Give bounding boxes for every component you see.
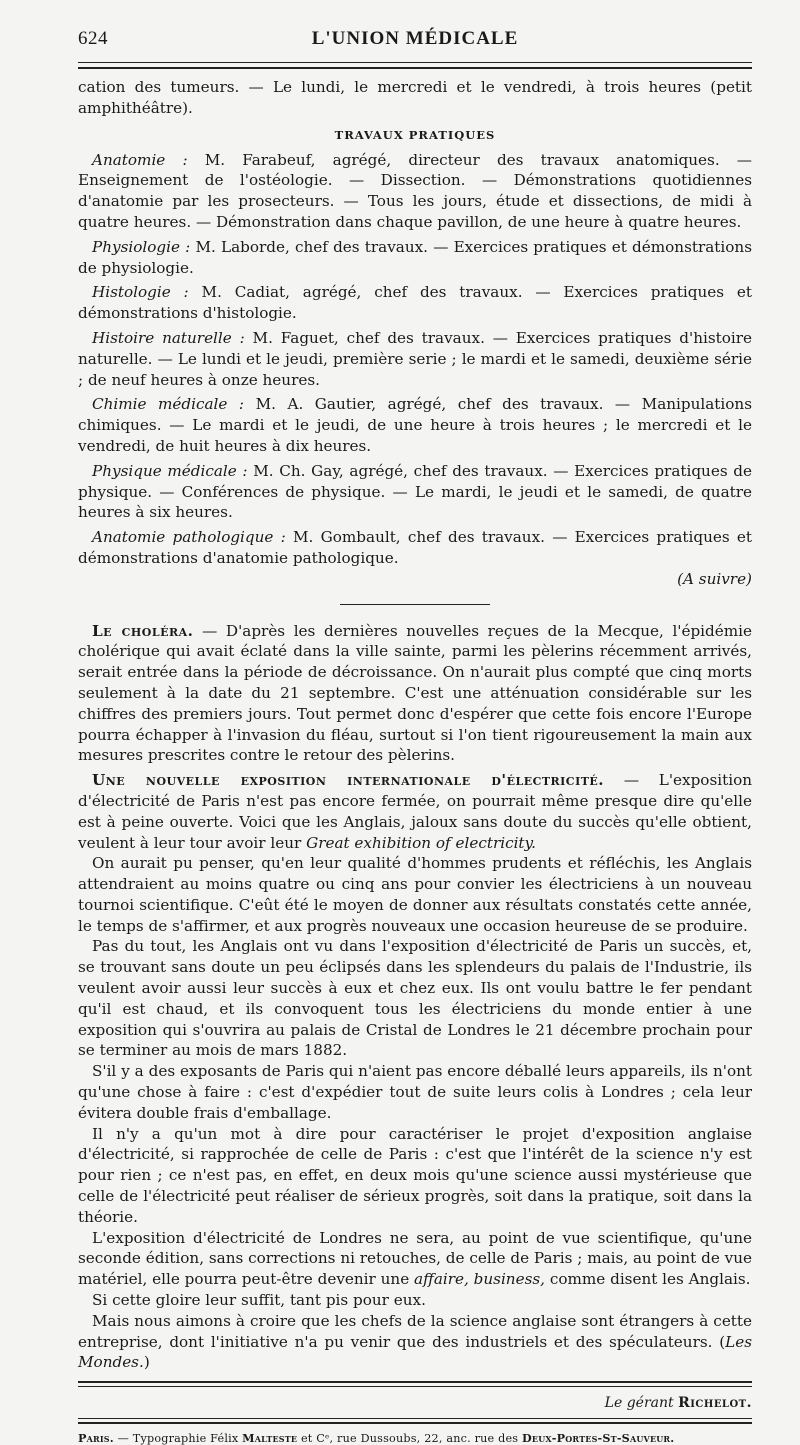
cholera-paragraph [78, 621, 752, 767]
signature-rule-bottom-thin [78, 1418, 752, 1419]
exposition-paragraph-5 [78, 1228, 752, 1290]
source-citation: Les Mondes. [78, 1332, 752, 1372]
travaux-item-text: M. Farabeuf, agrégé, directeur des travaux anatomiques. — Enseignement de l'ostéologie. — Dissection. — Démonstrations quotidiennes d'anatomie par les prosecteurs. — Tous les jours, étude et dissections, de midi à quatre heures. — Démonstration dans chaque pavillon, de une heure à quatre heures. [78, 150, 752, 231]
travaux-item-label: Physiologie : [92, 237, 191, 256]
imprint-city: Paris. [78, 1431, 114, 1445]
imprint-street: Deux-Portes-St-Sauveur. [522, 1431, 675, 1445]
travaux-item-text: M. Faguet, chef des travaux. — Exercices pratiques d'histoire naturelle. — Le lundi et le jeudi, première serie ; le mardi et le samedi, deuxième série ; de neuf heures à onze heures. [78, 328, 752, 389]
exposition-paragraph-1: On aurait pu penser, qu'en leur qualité d'hommes prudents et réfléchis, les Anglais attendraient au moins quatre ou cinq ans pour convier les électriciens à un nouveau tournoi scientifique. C'eût été le moyen de donner aux résultats constatés cette année, le temps de s'affirmer, et aux progrès nouveaux une occasion heureuse de se produire. [78, 854, 752, 935]
travaux-item-text: M. Ch. Gay, agrégé, chef des travaux. — Exercices pratiques de physique. — Conférences de physique. — Le mardi, le jeudi et le samedi, de quatre heures à six heures. [78, 461, 752, 522]
travaux-item-label: Physique médicale : [92, 461, 248, 480]
printer-imprint [78, 1431, 752, 1445]
exposition-title: Une nouvelle exposition internationale d'électricité. [92, 771, 605, 790]
imprint-text-a: — Typographie Félix [113, 1432, 243, 1445]
travaux-item [78, 237, 752, 279]
signature [78, 1395, 752, 1411]
travaux-item [78, 527, 752, 569]
imprint-printer: Malteste [242, 1431, 298, 1445]
imprint-text-b: et Cᵉ, rue Dussoubs, 22, anc. rue des [297, 1432, 523, 1445]
page-number: 624 [78, 28, 108, 49]
travaux-item [78, 282, 752, 324]
travaux-item-label: Chimie médicale : [92, 395, 245, 414]
p7-text-b: ) [143, 1353, 150, 1372]
journal-title: L'UNION MÉDICALE [311, 28, 519, 49]
exposition-paragraph-3: S'il y a des exposants de Paris qui n'aient pas encore déballé leurs appareils, ils n'ont qu'une chose à faire : c'est d'expédier tout de suite leurs colis à Londres ; cela leur évitera double frais d'emballage. [78, 1062, 752, 1122]
travaux-list [78, 150, 752, 590]
exposition-paragraph-6: Si cette gloire leur suffit, tant pis pour eux. [92, 1291, 426, 1310]
travaux-item [78, 150, 752, 233]
travaux-item-label: Histoire naturelle : [92, 328, 245, 347]
travaux-item [78, 328, 752, 390]
travaux-item-label: Histologie : [92, 283, 189, 302]
exposition-paragraph-4: Il n'y a qu'un mot à dire pour caractériser le projet d'exposition anglaise d'électricité, si rapprochée de celle de Paris : c'est que l'intérêt de la science n'y est pour rien ; ce n'est pas, en effet, en deux mois qu'une science aussi mystérieuse que celle de l'électricité peut réaliser de sérieux progrès, soit dans la pratique, soit dans la théorie. [78, 1124, 752, 1226]
signature-rule-top-thin [78, 1386, 752, 1387]
signature-rule-top [78, 1381, 752, 1383]
exposition-lead [78, 770, 752, 853]
travaux-item [78, 394, 752, 456]
p5-italic: affaire, business, [414, 1270, 545, 1289]
page-header [78, 28, 752, 54]
travaux-item-text: M. Cadiat, agrégé, chef des travaux. — Exercices pratiques et démonstrations d'histologie. [78, 283, 752, 323]
signature-role: Le gérant [604, 1395, 674, 1412]
p7-text-a: Mais nous aimons à croire que les chefs de la science anglaise sont étrangers à cette entreprise, dont l'initiative n'a pu venir que des industriels et des spéculateurs. ( [78, 1311, 752, 1351]
travaux-item-text: M. A. Gautier, agrégé, chef des travaux. — Manipulations chimiques. — Le mardi et le jeudi, de une heure à trois heures ; le mercredi et le vendredi, de huit heures à dix heures. [78, 395, 752, 455]
p5-text-b: comme disent les Anglais. [545, 1270, 751, 1289]
exposition-lead-italic: Great exhibition of electricity. [306, 833, 536, 852]
exposition-lead-text: — L'exposition d'électricité de Paris n'est pas encore fermée, on pourrait même presque dire qu'elle est à peine ouverte. Voici que les Anglais, jaloux sans doute du succès qu'elle obtient, veulent à leur tour avoir leur [78, 771, 752, 852]
header-rule [78, 62, 752, 63]
travaux-item-label: Anatomie : [92, 150, 188, 169]
travaux-heading: TRAVAUX PRATIQUES [334, 127, 496, 142]
signature-rule-bottom [78, 1422, 752, 1424]
intro-paragraph: cation des tumeurs. — Le lundi, le mercredi et le vendredi, à trois heures (petit amphithéâtre). [78, 78, 752, 117]
cholera-text: — D'après les dernières nouvelles reçues de la Mecque, l'épidémie cholérique qui avait éclaté dans la ville sainte, parmi les pèlerins récemment arrivés, serait entrée dans la période de décroissance. On n'aurait plus compté que cinq morts seulement à la date du 21 septembre. C'est une atténuation considérable sur les chiffres des premiers jours. Tout permet donc d'espérer que cette fois encore l'Europe pourra échapper à l'invasion du fléau, surtout si l'on tient rigoureusement la main aux mesures prescrites contre le retour des pèlerins. [78, 621, 752, 765]
signature-block [78, 1381, 752, 1445]
cholera-title: Le choléra. [92, 621, 194, 640]
exposition-paragraph-7 [78, 1311, 752, 1373]
p5-text-a: L'exposition d'électricité de Londres ne sera, au point de vue scientifique, qu'une seconde édition, sans corrections ni retouches, de celle de Paris ; mais, au point de vue matériel, elle pourra peut-être devenir une [78, 1228, 752, 1289]
a-suivre-note: (A suivre) [677, 569, 752, 588]
signature-name: Richelot. [678, 1395, 752, 1412]
travaux-item-label: Anatomie pathologique : [92, 528, 286, 547]
header-rule-thick [78, 67, 752, 69]
travaux-item [78, 461, 752, 523]
travaux-item-text: M. Laborde, chef des travaux. — Exercices pratiques et démonstrations de physiologie. [78, 237, 752, 277]
travaux-item-text: M. Gombault, chef des travaux. — Exercices pratiques et démonstrations d'anatomie pathologique. [78, 528, 752, 567]
exposition-paragraph-2: Pas du tout, les Anglais ont vu dans l'exposition d'électricité de Paris un succès, et, se trouvant sans doute un peu éclipsés dans les splendeurs du palais de l'Industrie, ils veulent avoir aussi leur succès à eux et chez eux. Ils ont voulu battre le fer pendant qu'il est chaud, et ils convoquent tous les électriciens du monde entier à une exposition qui s'ouvrira au palais de Cristal de Londres le 21 décembre prochain pour se terminer au mois de mars 1882. [78, 937, 752, 1060]
section-divider [340, 604, 490, 605]
